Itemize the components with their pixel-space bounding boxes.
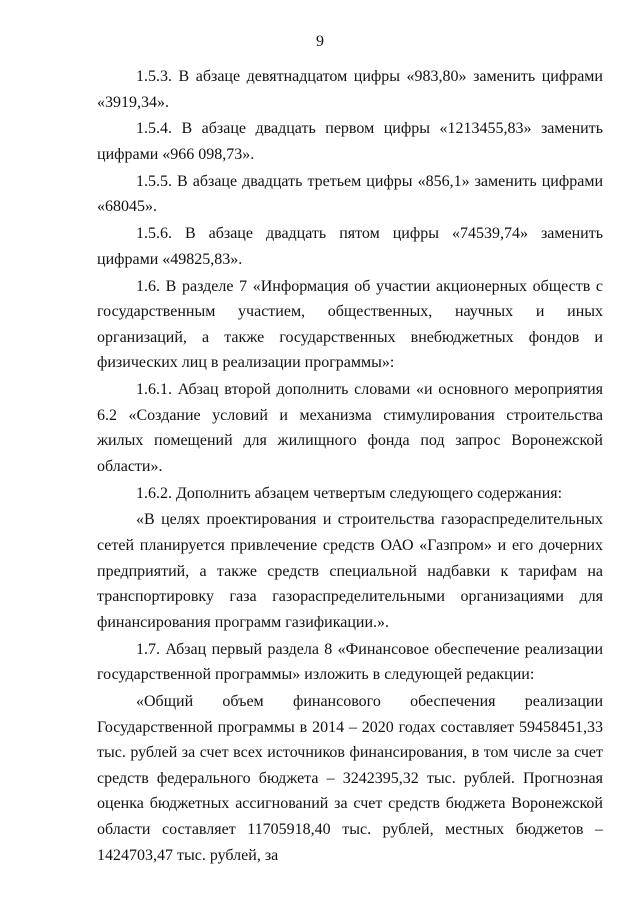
paragraph-1-5-6: 1.5.6. В абзаце двадцать пятом цифры «74539,74» заменить цифрами «49825,83». (97, 225, 603, 268)
paragraph-1-5-5: 1.5.5. В абзаце двадцать третьем цифры «856,1» заменить цифрами «68045». (97, 172, 603, 216)
document-body (97, 64, 603, 868)
paragraph-1-7: 1.7. Абзац первый раздела 8 «Финансовое обеспечение реализации государственной программы» изложить в следующей редакции: (97, 640, 603, 684)
paragraph-1-6: 1.6. В разделе 7 «Информация об участии акционерных обществ с государственным участием, общественных, научных и иных организаций, а также государственных внебюджетных фондов и физических лиц в реализации программы»: (97, 277, 603, 372)
paragraph-financing-quote: «Общий объем финансового обеспечения реализации Государственной программы в 2014 – 2020 годах составляет 59458451,33 тыс. рублей за счет всех источников финансирования, в том числе за счет средств федерального бюджета – 3242395,32 тыс. рублей. Прогнозная оценка бюджетных ассигнований за счет средств бюджета Воронежской области составляет 11705918,40 тыс. рублей, местных бюджетов – 1424703,47 тыс. рублей, за (97, 692, 603, 864)
page-number: 9 (316, 33, 324, 50)
paragraph-1-5-3: 1.5.3. В абзаце девятнадцатом цифры «983,80» заменить цифрами «3919,34». (97, 68, 603, 111)
paragraph-gas-networks-quote: «В целях проектирования и строительства газораспределительных сетей планируется привлечение средств ОАО «Газпром» и его дочерних предприятий, а также средств специальной надбавки к тарифам на транспортировку газа газораспределительными организациями для финансирования программ газификации.». (97, 511, 603, 631)
paragraph-1-6-1: 1.6.1. Абзац второй дополнить словами «и основного мероприятия 6.2 «Создание условий и механизма стимулирования строительства жилых помещений для жилищного фонда под запрос Воронежской области». (97, 381, 603, 475)
paragraph-1-5-4: 1.5.4. В абзаце двадцать первом цифры «1213455,83» заменить цифрами «966 098,73». (97, 120, 603, 163)
paragraph-1-6-2: 1.6.2. Дополнить абзацем четвертым следующего содержания: (136, 484, 563, 502)
